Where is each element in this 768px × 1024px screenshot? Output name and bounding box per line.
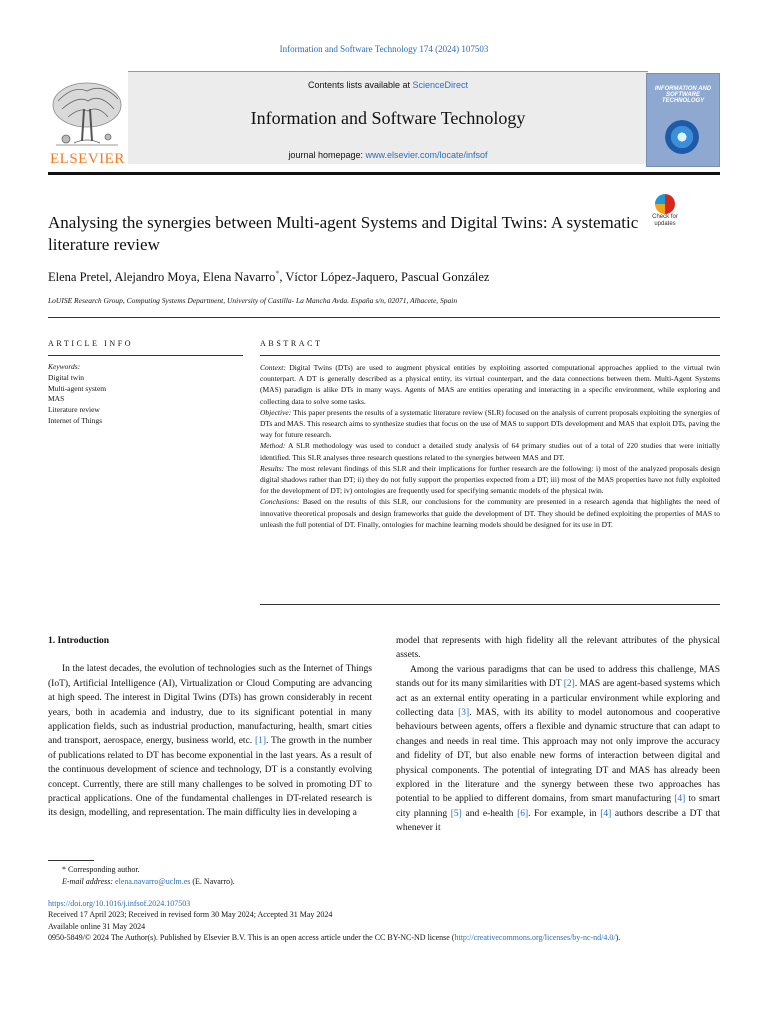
- available-online-date: Available online 31 May 2024: [48, 921, 146, 931]
- body-left-column: [48, 634, 372, 821]
- journal-banner: [128, 71, 648, 164]
- abstract-method: Method: A SLR methodology was used to conduct a detailed study analysis of 64 primary studies out of a total of 220 studies that were initially identified. This SLR analyses three research questions related to the synergies between MAS and DT.: [260, 441, 720, 462]
- abstract-heading: ABSTRACT: [260, 339, 323, 348]
- journal-homepage-link[interactable]: www.elsevier.com/locate/infsof: [365, 150, 488, 160]
- corresponding-author-note: * Corresponding author.: [62, 865, 140, 874]
- author-name[interactable]: Elena Navarro: [202, 270, 276, 285]
- citation-link[interactable]: [4]: [600, 808, 612, 819]
- abstract-conclusions: Conclusions: Based on the results of this SLR, our conclusions for the community are presented in a research agenda that highlights the need of innovative theoretical proposals and design frameworks that guide the development of DT. They should be defined exploiting the properties of MAS to unleash the full potential of DT. Finally, ontologies for machine learning models should be designed for its use in DT.: [260, 497, 720, 529]
- author-name[interactable]: Alejandro Moya: [114, 270, 197, 285]
- cover-disc-graphic: [665, 120, 699, 154]
- publication-info: [48, 898, 720, 943]
- corresponding-author-mark[interactable]: *: [275, 269, 280, 278]
- article-info-rule: [48, 355, 243, 356]
- license-statement: 0950-5849/© 2024 The Author(s). Published by Elsevier B.V. This is an open access article under the CC BY-NC-ND license (http://creativecommons.org/licenses/by-nc-nd/4.0/).: [48, 932, 621, 942]
- keywords-list: [48, 362, 243, 427]
- cover-title: INFORMATION AND SOFTWARE TECHNOLOGY: [654, 86, 712, 104]
- citation-link[interactable]: [4]: [674, 794, 686, 805]
- journal-citation-header[interactable]: Information and Software Technology 174 (2024) 107503: [279, 44, 489, 54]
- paragraph: Among the various paradigms that can be used to address this challenge, MAS stands out for its many similarities with DT [2]. MAS are agent-based systems which act as an external entity operating in a particular environment while exploring and collecting data [3]. MAS, with its ability to model autonomous and cooperative behaviours between agents, offers a flexible and dynamic structure that can adapt to changes and needs in real time. This approach may not only improve the accuracy and fidelity of DT, but also enable new forms of interaction between digital and physical components. The potential of integrating DT and MAS has already been explored in the literature and the synergy between these two approaches has potential to be applied to different domains, from smart manufacturing [4] to smart city planning [5] and e-health [6]. For example, in [4] authors describe a DT that whenever it: [396, 664, 720, 834]
- footnote-rule: [48, 860, 94, 861]
- abstract-body: [260, 362, 720, 530]
- received-dates: Received 17 April 2023; Received in revised form 30 May 2024; Accepted 31 May 2024: [48, 910, 333, 920]
- elsevier-wordmark: ELSEVIER: [50, 151, 125, 167]
- keywords-label: Keywords:: [48, 362, 81, 371]
- paper-title: Analysing the synergies between Multi-agent Systems and Digital Twins: A systematic literature review: [48, 213, 639, 254]
- doi-link[interactable]: https://doi.org/10.1016/j.infsof.2024.107503: [48, 899, 191, 908]
- homepage-line: journal homepage: www.elsevier.com/locate/infsof: [288, 150, 488, 160]
- abstract-results: Results: The most relevant findings of this SLR and their implications for further research are the following: i) most of the analyzed proposals design digital shadows rather than DT; ii) they do not fully support the properties expected from a DT; iii) most of the MAS properties have not fully exploited for the development of DT; iv) ontologies are frequently used for specifying semantic models of the physical twin.: [260, 463, 720, 496]
- abstract-bottom-rule: [260, 604, 720, 605]
- paragraph: model that represents with high fidelity all the relevant attributes of the physical assets.: [396, 636, 720, 661]
- journal-masthead: [48, 71, 720, 171]
- author-name[interactable]: Víctor López-Jaquero: [285, 270, 395, 285]
- citation-link[interactable]: [2]: [563, 679, 575, 690]
- citation-link[interactable]: [3]: [458, 708, 470, 719]
- keyword: Multi-agent system: [48, 383, 107, 393]
- keyword: MAS: [48, 394, 65, 404]
- citation-link[interactable]: [5]: [450, 808, 462, 819]
- section-heading-introduction: 1. Introduction: [48, 636, 110, 646]
- author-name[interactable]: Pascual González: [400, 270, 490, 285]
- body-right-column: [396, 634, 720, 836]
- license-link[interactable]: http://creativecommons.org/licenses/by-nc-nd/4.0/: [454, 932, 616, 942]
- citation-link[interactable]: [1]: [254, 736, 267, 747]
- keyword: Internet of Things: [48, 415, 103, 425]
- author-list: Elena Pretel, Alejandro Moya, Elena Navarro*, Víctor López-Jaquero, Pascual González: [48, 269, 490, 285]
- journal-cover-thumbnail[interactable]: [646, 73, 720, 167]
- crossmark-icon: [655, 194, 675, 214]
- journal-title: Information and Software Technology: [250, 108, 526, 128]
- title-rule: [48, 317, 720, 318]
- abstract-objective: Objective: This paper presents the results of a systematic literature review (SLR) focused on the analysis of current proposals exploiting the synergies of DTs and MAS. This research aims to synthesize studies that focus on the use of MAS to support DTs development and MAS that exploit DTs, paving the way for future research.: [260, 407, 720, 440]
- contents-line: Contents lists available at ScienceDirect: [307, 80, 469, 90]
- crossmark-label: Check for updates: [652, 214, 678, 227]
- citation-link[interactable]: [6]: [517, 808, 529, 819]
- sciencedirect-link[interactable]: ScienceDirect: [412, 80, 469, 90]
- check-for-updates-badge[interactable]: [648, 194, 682, 234]
- email-link[interactable]: elena.navarro@uclm.es: [115, 877, 191, 886]
- keyword: Digital twin: [48, 372, 85, 382]
- abstract-context: Context: Digital Twins (DTs) are used to augment physical entities by exploiting assorted computational approaches applied to the virtual twin counterpart. A DT is generally described as a physical entity, its virtual counterpart, and the data connections between them. Multi-Agent Systems (MAS) paradigm is alike DTs in many ways. Agents of MAS are entities operating and interacting in a specific environment, while exploring and collecting data to solve some tasks.: [260, 363, 720, 406]
- footnotes: [48, 864, 720, 888]
- paragraph: In the latest decades, the evolution of technologies such as the Internet of Things (IoT), Artificial Intelligence (AI), Virtualization or Cloud Computing are advancing at high speed. The interest in Digital Twins (DTs) has grown considerably in recent years, both in academia and industry, due to its significant potential in many application fields, such as industrial production, manufacturing, health, smart cities and transport, aerospace, energy, business world, etc. [1]. The growth in the number of publications related to DT has become exponential in the last years. As a result of the continuous development of science and technology, DT is a constantly evolving concept. Currently, there are still many challenges to be solved in promoting DT to practical applications. One of the fundamental challenges in DT-related research is its design, modelling, and representation. The main difficulty lies in developing a: [48, 664, 372, 819]
- affiliation: LoUISE Research Group, Computing Systems Department, University of Castilla- La Mancha Avda. España s/n, 02071, Albacete, Spain: [48, 296, 458, 305]
- article-info-heading: ARTICLE INFO: [48, 339, 134, 348]
- keyword: Literature review: [48, 405, 100, 415]
- author-name[interactable]: Elena Pretel: [48, 270, 109, 285]
- abstract-rule: [260, 355, 720, 356]
- email-note: E-mail address: elena.navarro@uclm.es (E. Navarro).: [62, 877, 235, 886]
- masthead-rule: [48, 172, 720, 175]
